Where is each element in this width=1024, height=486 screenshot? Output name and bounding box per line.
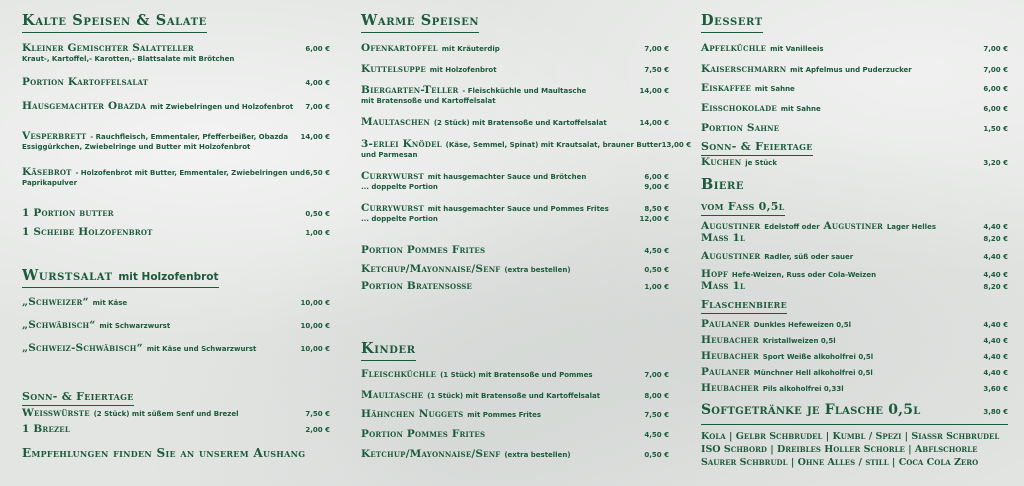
item-description: mit Holzofenbrot xyxy=(429,66,497,74)
item-description: mit hausgemachter Sauce und Pommes Frites xyxy=(427,205,609,213)
item-description: Pils alkoholfrei 0,33l xyxy=(762,385,844,393)
section-title-dessert: Dessert xyxy=(701,12,763,33)
item-price: 14,00 € xyxy=(639,87,669,95)
item-description: mit Kräuterdip xyxy=(441,45,500,53)
item-name: Paulaner xyxy=(701,318,750,330)
menu-item xyxy=(701,63,1008,75)
menu-item xyxy=(361,63,669,75)
item-description: mit Schwarzwurst xyxy=(99,322,171,330)
item-price: 4,00 € xyxy=(305,79,330,87)
menu-item xyxy=(361,202,669,223)
item-price: 2,00 € xyxy=(305,426,330,434)
menu-item xyxy=(22,407,330,419)
item-name: Currywurst xyxy=(361,202,424,214)
menu-item xyxy=(701,250,1008,262)
menu-item xyxy=(22,319,330,331)
menu-item xyxy=(701,334,1008,346)
menu-item xyxy=(361,170,669,191)
recommendations-note: Empfehlungen finden Sie an unserem Aushang xyxy=(22,446,306,460)
item-name: Eisschokolade xyxy=(701,102,777,114)
item-price: 0,50 € xyxy=(305,210,330,218)
item-price-2: 9,00 € xyxy=(644,183,669,191)
item-name: Currywurst xyxy=(361,170,424,182)
section-title-cold-dishes: Kalte Speisen & Salate xyxy=(22,12,207,33)
item-price: 7,00 € xyxy=(305,103,330,111)
section-title-wurstsalat xyxy=(22,267,219,288)
item-price: 6,00 € xyxy=(983,105,1008,113)
menu-item xyxy=(22,100,330,112)
item-name: Paulaner xyxy=(701,366,750,378)
item-description: mit Käse und Schwarzwurst xyxy=(146,345,257,353)
menu-item xyxy=(361,448,669,460)
item-description: Sport Weiße alkoholfrei 0,5l xyxy=(762,353,874,361)
item-price: 1,00 € xyxy=(644,283,669,291)
section-title-sundays: Sonn- & Feiertage xyxy=(701,140,813,156)
item-name: 1 Brezel xyxy=(22,423,70,435)
softdrinks-heading xyxy=(701,402,1008,418)
item-description: (2 Stück) mit Bratensoße und Kartoffelsalat xyxy=(433,119,607,127)
item-price: 10,00 € xyxy=(300,322,330,330)
item-description-2: Paprikapulver xyxy=(22,179,78,187)
item-description: (2 Stück) mit süßem Senf und Brezel xyxy=(93,410,239,418)
item-name-2: Augustiner xyxy=(823,220,883,232)
item-description: mit Sahne xyxy=(780,105,821,113)
item-price: 4,40 € xyxy=(983,337,1008,345)
item-name: Kleiner Gemischter Salatteller xyxy=(22,42,194,54)
item-name: „Schwäbisch“ xyxy=(22,319,96,331)
menu-item xyxy=(701,156,1008,168)
item-price: 7,50 € xyxy=(305,410,330,418)
item-price: 3,20 € xyxy=(983,159,1008,167)
item-name: Eiskaffee xyxy=(701,82,751,94)
menu-item xyxy=(361,244,669,256)
menu-item xyxy=(701,280,1008,292)
menu-item xyxy=(701,268,1008,280)
item-name: Augustiner xyxy=(701,220,761,232)
item-name: Hopf xyxy=(701,268,729,280)
item-name: Heubacher xyxy=(701,334,759,346)
menu-item xyxy=(361,263,669,275)
menu-item xyxy=(22,207,330,219)
item-name: Hähnchen Nuggets xyxy=(361,408,464,420)
item-description: Radler, süß oder sauer xyxy=(764,253,854,261)
menu-item xyxy=(701,382,1008,394)
menu-item xyxy=(701,82,1008,94)
menu-item xyxy=(22,130,330,151)
item-description: mit Zwiebelringen und Holzofenbrot xyxy=(150,103,294,111)
menu-item xyxy=(22,226,330,238)
item-name: Weißwürste xyxy=(22,407,90,419)
menu-item xyxy=(361,84,669,105)
item-description: - Rauchfleisch, Emmentaler, Pfefferbeißer, Obazda xyxy=(90,133,289,141)
item-price: 8,00 € xyxy=(644,392,669,400)
item-price: 6,00 € xyxy=(983,85,1008,93)
menu-item xyxy=(701,122,1008,134)
item-price: 7,00 € xyxy=(983,45,1008,53)
menu-item xyxy=(22,76,330,88)
menu-item xyxy=(361,116,669,128)
item-description: je Stück xyxy=(745,159,777,167)
menu-item xyxy=(22,296,330,308)
item-price: 7,00 € xyxy=(644,45,669,53)
item-description: mit Pommes Frites xyxy=(467,411,542,419)
item-price: 0,50 € xyxy=(644,266,669,274)
section-title-sub: mit Holzofenbrot xyxy=(118,271,219,283)
item-name: Portion Pommes Frites xyxy=(361,244,486,256)
menu-item xyxy=(701,366,1008,378)
item-description: mit Apfelmus und Puderzucker xyxy=(790,66,912,74)
item-price: 4,50 € xyxy=(644,247,669,255)
item-name: „Schweiz-Schwäbisch“ xyxy=(22,342,143,354)
item-name: Kaiserschmarrn xyxy=(701,63,787,75)
softdrinks-list xyxy=(701,424,1008,469)
item-price: 10,00 € xyxy=(300,345,330,353)
item-name: Heubacher xyxy=(701,382,759,394)
menu-item xyxy=(361,42,669,54)
menu-item xyxy=(361,138,692,159)
item-description: Hefe-Weizen, Russ oder Cola-Weizen xyxy=(731,271,877,279)
item-name: 3-erlei Knödel xyxy=(361,138,442,150)
item-price: 14,00 € xyxy=(639,119,669,127)
section-title-beers: Biere xyxy=(701,176,744,193)
menu-item xyxy=(22,42,330,63)
item-price: 8,20 € xyxy=(983,235,1008,243)
menu-item xyxy=(361,428,669,440)
softdrinks-line: ISO Schbord | Dreibles Holler Schorle | Abflschorle xyxy=(701,444,978,455)
menu-item xyxy=(701,102,1008,114)
item-name: Hausgemachter Obazda xyxy=(22,100,147,112)
item-description: Kraut-, Kartoffel,- Karotten,- Blattsalate mit Brötchen xyxy=(22,55,235,63)
item-description: - Holzofenbrot mit Butter, Emmentaler, Zwiebelringen und xyxy=(75,169,306,177)
item-price: 3,60 € xyxy=(983,385,1008,393)
menu-item xyxy=(361,280,669,292)
item-description-2: ... doppelte Portion xyxy=(361,215,438,223)
item-price: 4,40 € xyxy=(983,223,1008,231)
subsection-title-draft: vom Fass 0,5l xyxy=(701,200,785,216)
item-name: Biergarten-Teller xyxy=(361,84,459,96)
menu-item xyxy=(701,350,1008,362)
menu-item xyxy=(361,389,669,401)
item-price: 10,00 € xyxy=(300,299,330,307)
item-description: mit Sahne xyxy=(754,85,795,93)
item-price: 4,50 € xyxy=(644,431,669,439)
item-price: 4,40 € xyxy=(983,271,1008,279)
item-name: 1 Scheibe Holzofenbrot xyxy=(22,226,153,238)
item-price: 13,00 € xyxy=(661,141,692,149)
item-name: Maultasche xyxy=(361,389,424,401)
softdrinks-line: Kola | Gelbr Schbrudel | Kumbl / Spezi | Siassr Schbrudel xyxy=(701,431,1000,442)
item-price: 8,20 € xyxy=(983,283,1008,291)
item-description: (1 Stück) mit Bratensoße und Kartoffelsalat xyxy=(427,392,601,400)
item-description: (extra bestellen) xyxy=(504,266,571,274)
item-name: Maß 1l xyxy=(701,280,746,292)
menu-item xyxy=(22,166,330,187)
softdrinks-line: Saurer Schbrudl | Ohne Alles / still | Coca Cola Zero xyxy=(701,457,979,468)
item-description-2: mit Bratensoße und Kartoffelsalat xyxy=(361,97,496,105)
item-name: Kuchen xyxy=(701,156,742,168)
item-price: 7,50 € xyxy=(644,66,669,74)
item-description: Dunkles Hefeweizen 0,5l xyxy=(753,321,852,329)
menu-item xyxy=(701,232,1008,244)
item-name: „Schweizer“ xyxy=(22,296,89,308)
item-name: Portion Bratensoße xyxy=(361,280,473,292)
menu-item xyxy=(22,423,330,435)
item-name: Ofenkartoffel xyxy=(361,42,438,54)
item-price: 0,50 € xyxy=(644,451,669,459)
item-price: 4,40 € xyxy=(983,321,1008,329)
item-name: Käsebrot xyxy=(22,166,72,178)
section-title-softdrinks: Softgetränke je Flasche 0,5l xyxy=(701,402,921,418)
item-name: Fleischküchle xyxy=(361,368,437,380)
item-price-2: 12,00 € xyxy=(639,215,669,223)
item-price: 7,50 € xyxy=(644,411,669,419)
item-price: 6,00 € xyxy=(305,45,330,53)
item-price: 6,00 € xyxy=(644,173,669,181)
item-description-2: Lager Helles xyxy=(886,223,936,231)
section-title-sundays: Sonn- & Feiertage xyxy=(22,390,134,406)
item-description: mit hausgemachter Sauce und Brötchen xyxy=(427,173,587,181)
item-description: - Fleischküchle und Maultasche xyxy=(462,87,587,95)
menu-item xyxy=(701,42,1008,54)
item-name: Heubacher xyxy=(701,350,759,362)
item-name: Portion Sahne xyxy=(701,122,780,134)
item-price: 1,00 € xyxy=(305,229,330,237)
item-description: Münchner Hell alkoholfrei 0,5l xyxy=(753,369,873,377)
item-description: Kristallweizen 0,5l xyxy=(762,337,836,345)
item-price: 3,80 € xyxy=(983,408,1008,416)
item-description: (1 Stück) mit Bratensoße und Pommes xyxy=(440,371,593,379)
item-name: Ketchup/Mayonnaise/Senf xyxy=(361,263,501,275)
section-title-warm-dishes: Warme Speisen xyxy=(361,12,479,33)
item-name: Apfelküchle xyxy=(701,42,767,54)
item-name: Ketchup/Mayonnaise/Senf xyxy=(361,448,501,460)
item-description-2: ... doppelte Portion xyxy=(361,183,438,191)
item-name: Portion Kartoffelsalat xyxy=(22,76,149,88)
item-price: 1,50 € xyxy=(983,125,1008,133)
item-name: 1 Portion butter xyxy=(22,207,114,219)
item-name: Portion Pommes Frites xyxy=(361,428,486,440)
item-description-2: und Parmesan xyxy=(361,151,418,159)
item-price: 4,40 € xyxy=(983,369,1008,377)
item-price: 4,40 € xyxy=(983,253,1008,261)
menu-item xyxy=(22,342,330,354)
item-price: 6,50 € xyxy=(305,169,330,177)
item-name: Maultaschen xyxy=(361,116,430,128)
item-price: 8,50 € xyxy=(644,205,669,213)
item-name: Maß 1l xyxy=(701,232,746,244)
menu-item xyxy=(361,408,669,420)
item-price: 14,00 € xyxy=(300,133,330,141)
item-price: 7,00 € xyxy=(983,66,1008,74)
subsection-title-bottled: Flaschenbiere xyxy=(701,298,787,314)
item-name: Vesperbrett xyxy=(22,130,87,142)
item-price: 7,00 € xyxy=(644,371,669,379)
section-title-kids: Kinder xyxy=(361,340,416,361)
item-description: mit Käse xyxy=(92,299,128,307)
item-price: 4,40 € xyxy=(983,353,1008,361)
item-description: (Käse, Semmel, Spinat) mit Krautsalat, brauner Butter xyxy=(445,141,662,149)
menu-item xyxy=(701,318,1008,330)
item-name: Augustiner xyxy=(701,250,761,262)
item-description: (extra bestellen) xyxy=(504,451,571,459)
menu-item xyxy=(701,220,1008,232)
item-description-2: Essiggürkchen, Zwiebelringe und Butter mit Holzofenbrot xyxy=(22,143,251,151)
item-description: mit Vanilleeis xyxy=(770,45,824,53)
item-description: Edelstoff oder xyxy=(764,223,820,231)
menu-item xyxy=(361,368,669,380)
section-title-text: Wurstsalat xyxy=(22,267,113,284)
item-name: Kuttelsuppe xyxy=(361,63,426,75)
